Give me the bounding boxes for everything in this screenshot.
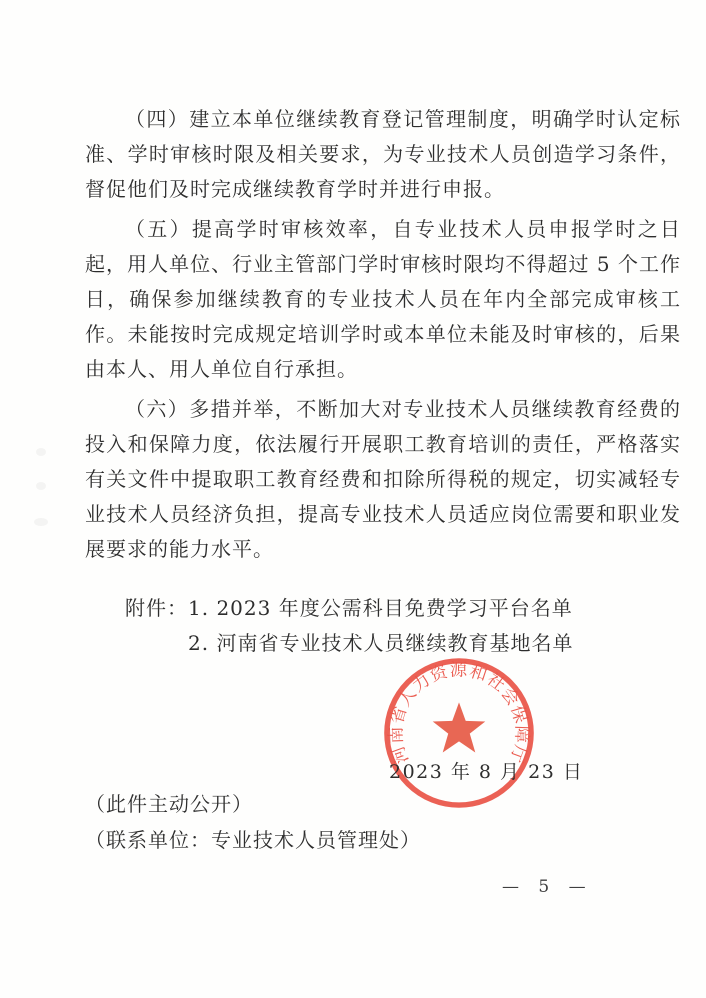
- contact-unit-note: （联系单位：专业技术人员管理处）: [85, 828, 421, 852]
- attachments-label: 附件：: [125, 596, 188, 620]
- attachment-item-1: 1. 2023 年度公需科目免费学习平台名单: [188, 596, 573, 620]
- issue-date: 2023 年 8 月 23 日: [389, 761, 584, 783]
- footnotes: [85, 786, 421, 858]
- paragraph-item-6: （六）多措并举，不断加大对专业技术人员继续教育经费的投入和保障力度，依法履行开展职工教育培训的责任，严格落实有关文件中提取职工教育经费和扣除所得税的规定，切实减轻专业技术人员经济负担，提高专业技术人员适应岗位需要和职业发展要求的能力水平。: [85, 397, 681, 561]
- scan-artifact: [36, 448, 46, 456]
- paragraph-item-5: （五）提高学时审核效率，自专业技术人员申报学时之日起，用人单位、行业主管部门学时审核时限均不得超过 5 个工作日，确保参加继续教育的专业技术人员在年内全部完成审核工作。未能按时完成规定培训学时或本单位未能及时审核的，后果由本人、用人单位自行承担。: [85, 217, 681, 381]
- document-body: [85, 102, 681, 661]
- attachments-block: [125, 591, 681, 661]
- attachment-item-2: 2. 河南省专业技术人员继续教育基地名单: [188, 631, 574, 655]
- attachments-list: [188, 591, 573, 661]
- seal-organization-text: 河南省人力资源和社会保障厅: [386, 660, 532, 767]
- paragraph-item-4: （四）建立本单位继续教育登记管理制度，明确学时认定标准、学时审核时限及相关要求，为专业技术人员创造学习条件，督促他们及时完成继续教育学时并进行申报。: [85, 107, 681, 201]
- disclosure-note: （此件主动公开）: [85, 792, 253, 816]
- scan-artifact: [36, 482, 46, 490]
- scan-artifact: [34, 518, 48, 526]
- red-star-icon: [433, 702, 486, 752]
- page-number: — 5 —: [502, 877, 588, 897]
